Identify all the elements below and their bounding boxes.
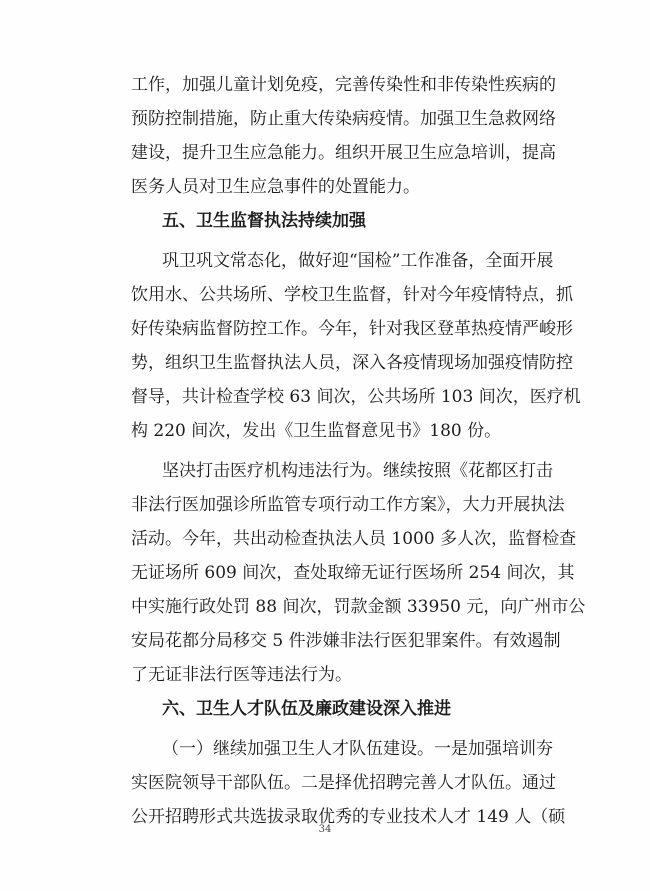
paragraph-first-line: （一）继续加强卫生人才队伍建设。一是加强培训夯 <box>162 739 553 759</box>
text-line: 预防控制措施，防止重大传染病疫情。加强卫生急救网络 <box>131 109 556 129</box>
text-line: 公开招聘形式共选拔录取优秀的专业技术人才 149 人（硕 <box>131 807 566 827</box>
text-line: 好传染病监督防控工作。今年，针对我区登革热疫情严峻形 <box>131 319 573 339</box>
text-line: 饮用水、公共场所、学校卫生监督，针对今年疫情特点，抓 <box>131 285 573 305</box>
text-line: 无证场所 609 间次，查处取缔无证行医场所 254 间次，其 <box>131 563 575 583</box>
section-heading-6: 六、卫生人才队伍及廉政建设深入推进 <box>162 699 451 719</box>
text-line: 建设，提升卫生应急能力。组织开展卫生应急培训，提高 <box>131 143 556 163</box>
text-line: 势，组织卫生监督执法人员，深入各疫情现场加强疫情防控 <box>131 353 573 373</box>
text-line: 工作，加强儿童计划免疫，完善传染性和非传染性疾病的 <box>131 75 556 95</box>
section-heading-5: 五、卫生监督执法持续加强 <box>162 211 366 231</box>
page-number: 34 <box>318 824 332 835</box>
paragraph-first-line: 巩卫巩文常态化，做好迎“国检”工作准备，全面开展 <box>162 251 554 271</box>
text-line: 了无证非法行医等违法行为。 <box>131 665 352 685</box>
text-line: 医务人员对卫生应急事件的处置能力。 <box>131 177 420 197</box>
text-line: 督导，共计检查学校 63 间次，公共场所 103 间次，医疗机 <box>131 387 581 407</box>
paragraph-first-line: 坚决打击医疗机构违法行为。继续按照《花都区打击 <box>162 461 553 481</box>
text-line: 活动。今年，共出动检查执法人员 1000 多人次，监督检查 <box>131 529 577 549</box>
text-line: 非法行医加强诊所监管专项行动工作方案》，大力开展执法 <box>131 495 565 515</box>
text-line: 实医院领导干部队伍。二是择优招聘完善人才队伍。通过 <box>131 773 556 793</box>
text-line: 中实施行政处罚 88 间次，罚款金额 33950 元，向广州市公 <box>131 597 586 617</box>
text-line: 安局花都分局移交 5 件涉嫌非法行医犯罪案件。有效遏制 <box>131 631 561 651</box>
text-line: 构 220 间次，发出《卫生监督意见书》180 份。 <box>131 421 502 441</box>
